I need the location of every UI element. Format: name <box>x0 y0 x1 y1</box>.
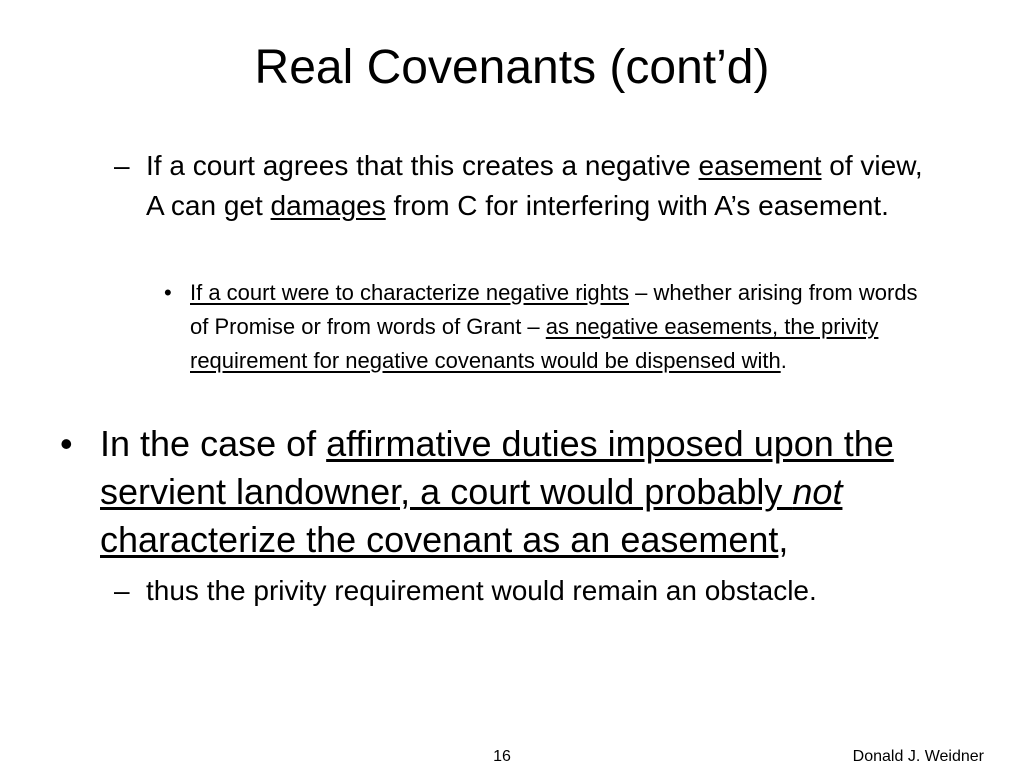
underlined-phrase: affirmative duties imposed upon the servient landowner, a court would probably <box>100 423 894 512</box>
author-name: Donald J. Weidner <box>852 748 984 765</box>
bullet-dot-marker: • <box>60 423 73 464</box>
underlined-term: damages <box>270 190 386 221</box>
page-number: 16 <box>493 748 511 765</box>
slide-title: Real Covenants (cont’d) <box>254 41 770 94</box>
bullet-item: thus the privity requirement would remain an obstacle. <box>146 575 817 606</box>
bullet-item: If a court agrees that this creates a negative easement of view, A can get damages from C for interfering with A’s easement. <box>146 150 923 221</box>
underlined-phrase: as negative easements, the privity requirement for negative covenants would be dispensed with <box>190 314 879 373</box>
underlined-phrase: characterize the covenant as an easement <box>100 519 779 560</box>
bullet-dash-marker: – <box>114 575 130 606</box>
underlined-term: easement <box>698 150 822 181</box>
bullet-dash-marker: – <box>114 150 130 181</box>
sub-bullet-item: If a court were to characterize negative rights – whether arising from words of Promise or from words of Grant – as negative easements, the privity requirement for negative covenants would be dispensed with. <box>190 280 918 373</box>
bullet-dot-marker: • <box>164 280 172 305</box>
underlined-phrase: If a court were to characterize negative rights <box>190 280 629 305</box>
italic-emphasis: not <box>792 471 843 512</box>
bullet-item: In the case of affirmative duties imposed upon the servient landowner, a court would probably not characterize the covenant as an easement, <box>100 423 894 560</box>
